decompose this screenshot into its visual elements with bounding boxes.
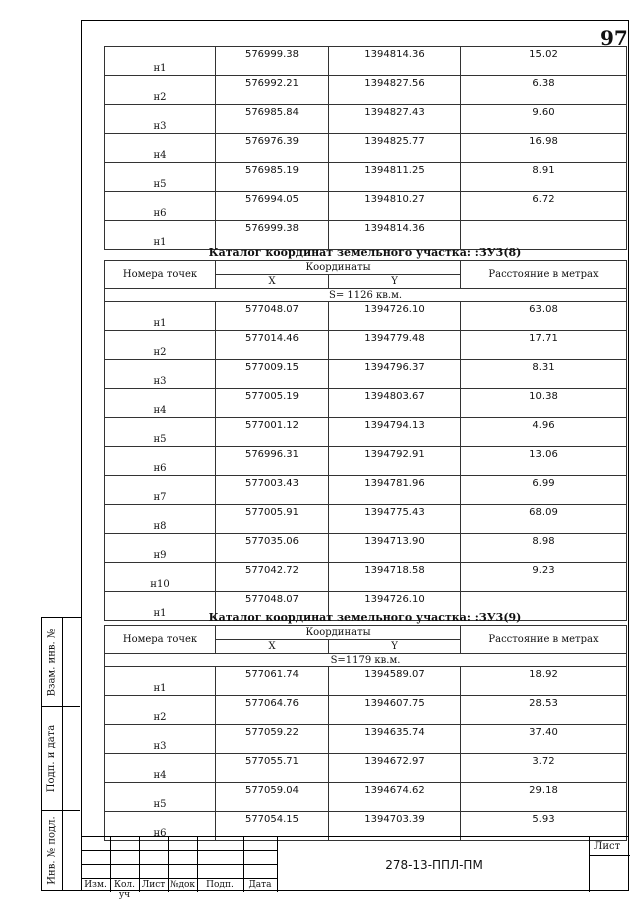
table-row	[105, 667, 627, 696]
distance-cell: 18.92	[461, 667, 627, 696]
y-cell: 1394672.97	[329, 754, 461, 783]
point-cell: н1	[105, 667, 216, 696]
header-distance: Расстояние в метрах	[461, 261, 627, 289]
y-cell: 1394792.91	[329, 447, 461, 476]
document-code: 278-13-ППЛ-ПМ	[277, 837, 590, 892]
distance-cell: 9.23	[461, 563, 627, 592]
distance-cell: 29.18	[461, 783, 627, 812]
distance-cell: 8.91	[461, 163, 627, 192]
point-cell: н10	[105, 563, 216, 592]
stamp-col-label: Изм.	[84, 880, 107, 890]
distance-cell: 8.31	[461, 360, 627, 389]
x-cell: 577048.07	[216, 302, 329, 331]
point-cell: н6	[105, 812, 216, 841]
table-row	[105, 783, 627, 812]
point-cell: н1	[105, 302, 216, 331]
y-cell: 1394635.74	[329, 725, 461, 754]
x-cell: 577042.72	[216, 563, 329, 592]
y-cell: 1394814.36	[329, 47, 461, 76]
y-cell: 1394810.27	[329, 192, 461, 221]
y-cell: 1394607.75	[329, 696, 461, 725]
distance-cell: 13.06	[461, 447, 627, 476]
x-cell: 577005.19	[216, 389, 329, 418]
y-cell: 1394726.10	[329, 302, 461, 331]
sidebar-label: Подп. и дата	[46, 724, 58, 792]
distance-cell: 6.99	[461, 476, 627, 505]
distance-cell: 6.38	[461, 76, 627, 105]
header-y: Y	[329, 640, 461, 654]
point-cell: н1	[105, 47, 216, 76]
x-cell: 577054.15	[216, 812, 329, 841]
header-x: X	[216, 275, 329, 289]
header-distance: Расстояние в метрах	[461, 626, 627, 654]
header-points: Номера точек	[105, 626, 216, 654]
table-caption: Каталог координат земельного участка: :ЗУ3(8)	[208, 246, 522, 259]
x-cell: 576994.05	[216, 192, 329, 221]
header-y: Y	[329, 275, 461, 289]
revision-grid	[81, 837, 277, 900]
point-cell: н3	[105, 360, 216, 389]
title-block	[81, 836, 629, 900]
point-cell: н4	[105, 134, 216, 163]
point-cell: н2	[105, 331, 216, 360]
y-cell: 1394674.62	[329, 783, 461, 812]
table-row	[105, 134, 627, 163]
x-cell: 577048.07	[216, 592, 329, 621]
approval-sidebar	[41, 617, 81, 891]
distance-cell: 5.93	[461, 812, 627, 841]
table-row	[105, 47, 627, 76]
distance-cell: 63.08	[461, 302, 627, 331]
y-cell: 1394794.13	[329, 418, 461, 447]
table-row	[105, 476, 627, 505]
point-cell: н6	[105, 447, 216, 476]
point-cell: н7	[105, 476, 216, 505]
distance-cell: 16.98	[461, 134, 627, 163]
point-cell: н4	[105, 754, 216, 783]
sidebar-cell-sign	[42, 706, 80, 811]
point-cell: н6	[105, 192, 216, 221]
x-cell: 577059.22	[216, 725, 329, 754]
x-cell: 576996.31	[216, 447, 329, 476]
distance-cell: 68.09	[461, 505, 627, 534]
area-row: S= 1126 кв.м.	[105, 289, 627, 302]
x-cell: 577055.71	[216, 754, 329, 783]
stamp-col-label: Кол. уч	[114, 880, 135, 900]
x-cell: 576985.84	[216, 105, 329, 134]
point-cell: н1	[105, 221, 216, 250]
point-cell: н5	[105, 783, 216, 812]
table-row	[105, 302, 627, 331]
point-cell: н2	[105, 696, 216, 725]
point-cell: н5	[105, 163, 216, 192]
x-cell: 576999.38	[216, 47, 329, 76]
distance-cell: 8.98	[461, 534, 627, 563]
y-cell: 1394827.56	[329, 76, 461, 105]
x-cell: 576999.38	[216, 221, 329, 250]
point-cell: н8	[105, 505, 216, 534]
area-row: S=1179 кв.м.	[105, 654, 627, 667]
sidebar-cell-replace	[42, 618, 80, 707]
x-cell: 576985.19	[216, 163, 329, 192]
header-x: X	[216, 640, 329, 654]
x-cell: 576992.21	[216, 76, 329, 105]
sheet-label: Лист	[594, 841, 621, 852]
coords-table-zu3-9	[104, 625, 627, 841]
y-cell: 1394718.58	[329, 563, 461, 592]
y-cell: 1394775.43	[329, 505, 461, 534]
stamp-col-label: Лист	[141, 880, 166, 890]
distance-cell: 37.40	[461, 725, 627, 754]
point-cell: н9	[105, 534, 216, 563]
y-cell: 1394726.10	[329, 592, 461, 621]
header-coords: Координаты	[216, 261, 461, 275]
table-row	[105, 192, 627, 221]
table-row	[105, 105, 627, 134]
stamp-col-label: №док	[169, 880, 196, 890]
distance-cell: 3.72	[461, 754, 627, 783]
x-cell: 577003.43	[216, 476, 329, 505]
header-coords: Координаты	[216, 626, 461, 640]
table-row	[105, 505, 627, 534]
coords-table-zu3-8	[104, 260, 627, 621]
y-cell: 1394713.90	[329, 534, 461, 563]
x-cell: 577059.04	[216, 783, 329, 812]
table-row	[105, 76, 627, 105]
point-cell: н1	[105, 592, 216, 621]
point-cell: н4	[105, 389, 216, 418]
point-cell: н3	[105, 105, 216, 134]
table-row	[105, 418, 627, 447]
x-cell: 577009.15	[216, 360, 329, 389]
distance-cell: 28.53	[461, 696, 627, 725]
y-cell: 1394827.43	[329, 105, 461, 134]
y-cell: 1394781.96	[329, 476, 461, 505]
table-row	[105, 331, 627, 360]
x-cell: 577005.91	[216, 505, 329, 534]
y-cell: 1394779.48	[329, 331, 461, 360]
header-points: Номера точек	[105, 261, 216, 289]
distance-cell: 4.96	[461, 418, 627, 447]
sidebar-label: Инв. № подл.	[46, 815, 58, 885]
y-cell: 1394803.67	[329, 389, 461, 418]
x-cell: 577001.12	[216, 418, 329, 447]
x-cell: 577064.76	[216, 696, 329, 725]
table-row	[105, 754, 627, 783]
table-row	[105, 360, 627, 389]
x-cell: 577035.06	[216, 534, 329, 563]
table-caption: Каталог координат земельного участка: :ЗУ3(9)	[208, 611, 522, 624]
stamp-col-label: Подп.	[206, 880, 234, 890]
point-cell: н5	[105, 418, 216, 447]
page-number: 97	[600, 26, 628, 50]
sidebar-label: Взам. инв. №	[46, 628, 58, 696]
table-row	[105, 696, 627, 725]
sidebar-cell-inventory	[42, 810, 80, 890]
distance-cell: 17.71	[461, 331, 627, 360]
x-cell: 577014.46	[216, 331, 329, 360]
table-row	[105, 163, 627, 192]
distance-cell: 9.60	[461, 105, 627, 134]
table-row	[105, 534, 627, 563]
x-cell: 576976.39	[216, 134, 329, 163]
x-cell: 577061.74	[216, 667, 329, 696]
y-cell: 1394589.07	[329, 667, 461, 696]
table-row	[105, 389, 627, 418]
distance-cell: 15.02	[461, 47, 627, 76]
coords-table-continued	[104, 46, 627, 250]
y-cell: 1394811.25	[329, 163, 461, 192]
stamp-col-label: Дата	[248, 880, 272, 890]
sheet-cell	[589, 837, 630, 892]
y-cell: 1394814.36	[329, 221, 461, 250]
table-row	[105, 563, 627, 592]
table-row	[105, 447, 627, 476]
point-cell: н3	[105, 725, 216, 754]
point-cell: н2	[105, 76, 216, 105]
y-cell: 1394796.37	[329, 360, 461, 389]
table-row	[105, 725, 627, 754]
y-cell: 1394825.77	[329, 134, 461, 163]
distance-cell: 6.72	[461, 192, 627, 221]
distance-cell: 10.38	[461, 389, 627, 418]
y-cell: 1394703.39	[329, 812, 461, 841]
